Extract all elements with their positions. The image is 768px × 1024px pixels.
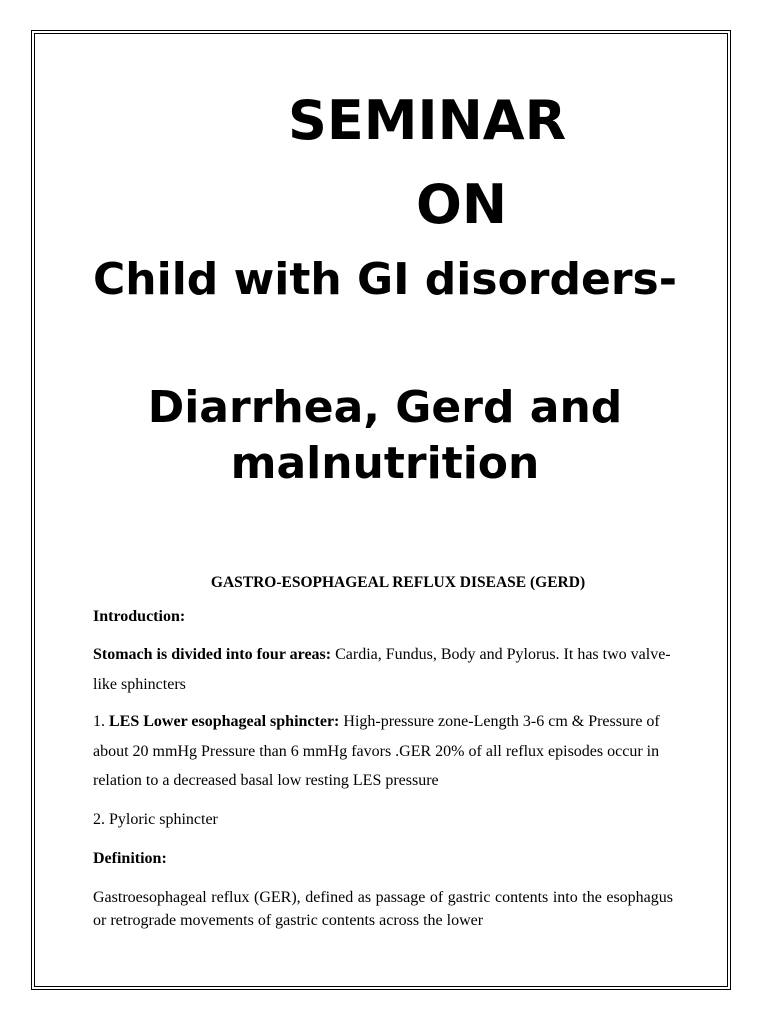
item1-text: High-pressure zone-Length 3-6 cm & Pressure of about 20 mmHg Pressure than 6 mmHg favors .GER 20% of all reflux episodes occur in relation to a decreased basal low resting LES pressure [93, 713, 660, 789]
introduction-heading [93, 602, 673, 632]
section-heading: GASTRO-ESOPHAGEAL REFLUX DISEASE (GERD) [210, 574, 586, 591]
les-paragraph [93, 707, 673, 796]
definition-heading [93, 844, 673, 874]
stomach-paragraph [93, 640, 673, 699]
cover-title-on: ON [416, 173, 508, 236]
definition-paragraph: Gastroesophageal reflux (GER), defined as passage of gastric contents into the esophagus or retrograde movements of gastric contents across the lower [93, 889, 673, 929]
definition-label: Definition: [93, 850, 167, 867]
item1-label: LES Lower esophageal sphincter: [109, 713, 340, 730]
cover-title-seminar: SEMINAR [288, 89, 567, 152]
pyloric-paragraph: 2. Pyloric sphincter [93, 811, 218, 828]
introduction-label: Introduction: [93, 608, 186, 625]
stomach-label: Stomach is divided into four areas: [93, 646, 332, 663]
stomach-text: Cardia, Fundus, Body and Pylorus. It has two valve-like sphincters [93, 646, 671, 693]
item1-number: 1. [93, 713, 109, 730]
cover-subtitle-line1: Child with GI disorders- [93, 254, 677, 305]
cover-subtitle-line2: Diarrhea, Gerd and malnutrition [147, 382, 623, 489]
